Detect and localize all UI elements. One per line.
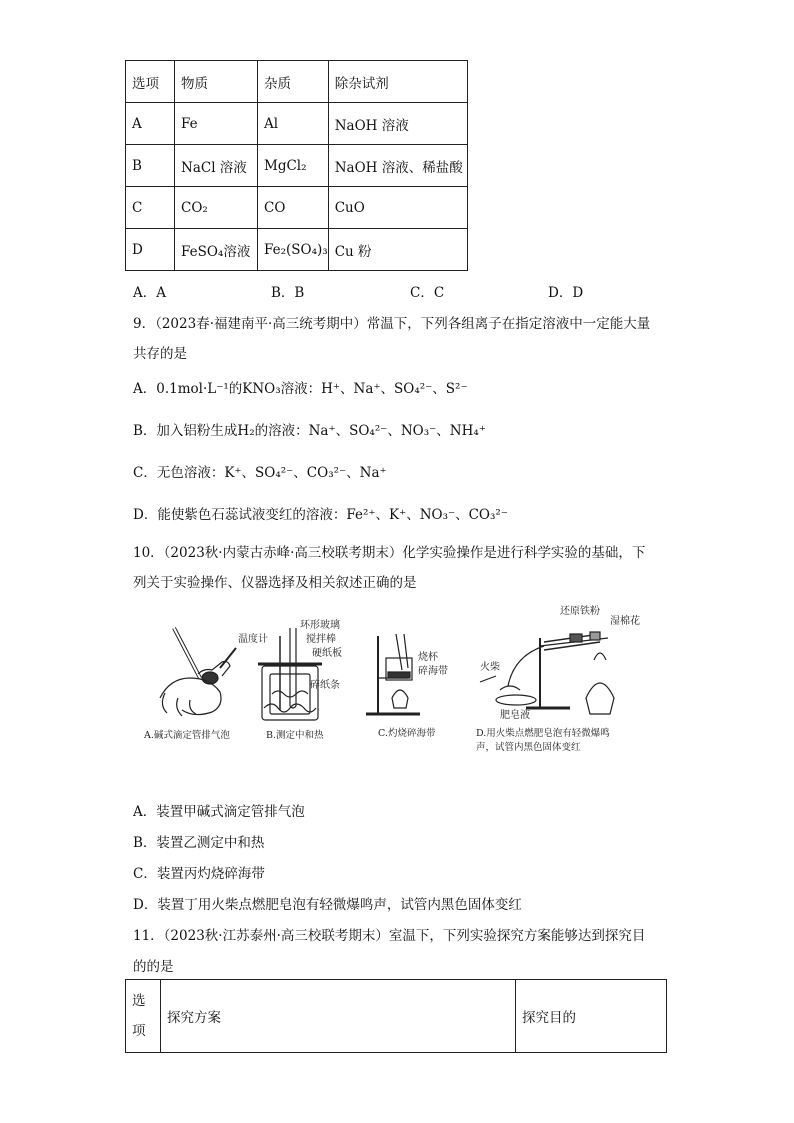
table-row <box>126 145 468 187</box>
header-cell-goal: 探究目的 <box>516 980 667 1053</box>
cell-impurity: MgCl₂ <box>258 145 329 187</box>
q8-option-a: A．A <box>133 285 166 301</box>
header-option-line2: 项 <box>132 1023 146 1039</box>
label-stirrer-1: 环形玻璃 <box>300 620 340 631</box>
q8-option-d: D．D <box>548 285 584 301</box>
cell-impurity: Al <box>258 103 329 145</box>
cell-option: D <box>126 229 175 271</box>
header-cell: 物质 <box>175 61 258 103</box>
cell-substance: FeSO₄溶液 <box>175 229 258 271</box>
cell-option: C <box>126 187 175 229</box>
header-cell-plan: 探究方案 <box>161 980 516 1053</box>
caption-d-line2: 声，试管内黑色固体变红 <box>476 742 581 753</box>
q10-option-c: C．装置丙灼烧碎海带 <box>133 866 265 882</box>
q8-option-b: B．B <box>271 285 305 301</box>
caption-b: B.测定中和热 <box>266 730 324 741</box>
cell-substance: NaCl 溶液 <box>175 145 258 187</box>
header-option-line1: 选 <box>132 993 146 1009</box>
q9-option-d: D．能使紫色石蕊试液变红的溶液：Fe²⁺、K⁺、NO₃⁻、CO₃²⁻ <box>133 507 508 523</box>
burette-apparatus <box>160 628 236 716</box>
q9-option-b: B．加入铝粉生成H₂的溶液：Na⁺、SO₄²⁻、NO₃⁻、NH₄⁺ <box>133 423 486 439</box>
q11-stem-line2: 的的是 <box>133 959 174 975</box>
header-cell: 除杂试剂 <box>328 61 467 103</box>
table-header-row <box>126 61 468 103</box>
caption-c: C.灼烧碎海带 <box>378 728 436 739</box>
header-cell-option <box>126 980 161 1053</box>
cell-option: A <box>126 103 175 145</box>
cell-substance: CO₂ <box>175 187 258 229</box>
label-stirrer-2: 搅拌棒 <box>306 634 336 645</box>
q10-stem-line2: 列关于实验操作、仪器选择及相关叙述正确的是 <box>133 575 417 591</box>
header-cell: 选项 <box>126 61 175 103</box>
cell-substance: Fe <box>175 103 258 145</box>
q10-option-b: B．装置乙测定中和热 <box>133 835 265 851</box>
header-cell: 杂质 <box>258 61 329 103</box>
label-kelp: 碎海带 <box>418 666 448 677</box>
label-cardboard: 硬纸板 <box>312 648 342 659</box>
label-beaker: 烧杯 <box>418 652 438 663</box>
cell-option: B <box>126 145 175 187</box>
q10-option-a: A．装置甲碱式滴定管排气泡 <box>133 804 305 820</box>
q9-stem-line2: 共存的是 <box>133 346 187 362</box>
cell-reagent: NaOH 溶液 <box>328 103 467 145</box>
impurity-table <box>125 60 468 271</box>
experiment-table <box>125 979 667 1053</box>
caption-d-line1: D.用火柴点燃肥皂泡有轻微爆鸣 <box>476 728 610 739</box>
q9-option-c: C．无色溶液：K⁺、SO₄²⁻、CO₃²⁻、Na⁺ <box>133 465 387 481</box>
label-wet-cotton: 湿棉花 <box>610 616 640 627</box>
apparatus-figure <box>130 598 670 758</box>
label-iron-powder: 还原铁粉 <box>560 606 600 617</box>
cell-impurity: CO <box>258 187 329 229</box>
q8-option-c: C．C <box>410 285 445 301</box>
q9-stem-line1: 9．（2023春·福建南平·高三统考期中）常温下，下列各组离子在指定溶液中一定能大量 <box>133 316 651 332</box>
label-paper-strips: 碎纸条 <box>310 680 340 691</box>
cell-reagent: Cu 粉 <box>328 229 467 271</box>
table-row <box>126 187 468 229</box>
table-row <box>126 229 468 271</box>
label-match: 火柴 <box>480 662 500 673</box>
q11-stem-line1: 11．（2023秋·江苏泰州·高三校联考期末）室温下，下列实验探究方案能够达到探究目 <box>133 928 646 944</box>
caption-a: A.碱式滴定管排气泡 <box>144 730 230 741</box>
cell-reagent: NaOH 溶液、稀盐酸 <box>328 145 467 187</box>
label-soap: 肥皂液 <box>500 710 530 721</box>
burning-apparatus <box>366 634 420 714</box>
cell-reagent: CuO <box>328 187 467 229</box>
q9-option-a: A．0.1mol·L⁻¹的KNO₃溶液：H⁺、Na⁺、SO₄²⁻、S²⁻ <box>133 381 468 397</box>
cell-impurity: Fe₂(SO₄)₃ <box>258 229 329 271</box>
q10-option-d: D．装置丁用火柴点燃肥皂泡有轻微爆鸣声，试管内黑色固体变红 <box>133 897 522 913</box>
q10-stem-line1: 10．（2023秋·内蒙古赤峰·高三校联考期末）化学实验操作是进行科学实验的基础，下 <box>133 545 646 561</box>
label-thermometer: 温度计 <box>238 634 268 645</box>
iron-steam-apparatus <box>480 632 614 714</box>
table-row <box>126 103 468 145</box>
table-header-row <box>126 980 667 1053</box>
